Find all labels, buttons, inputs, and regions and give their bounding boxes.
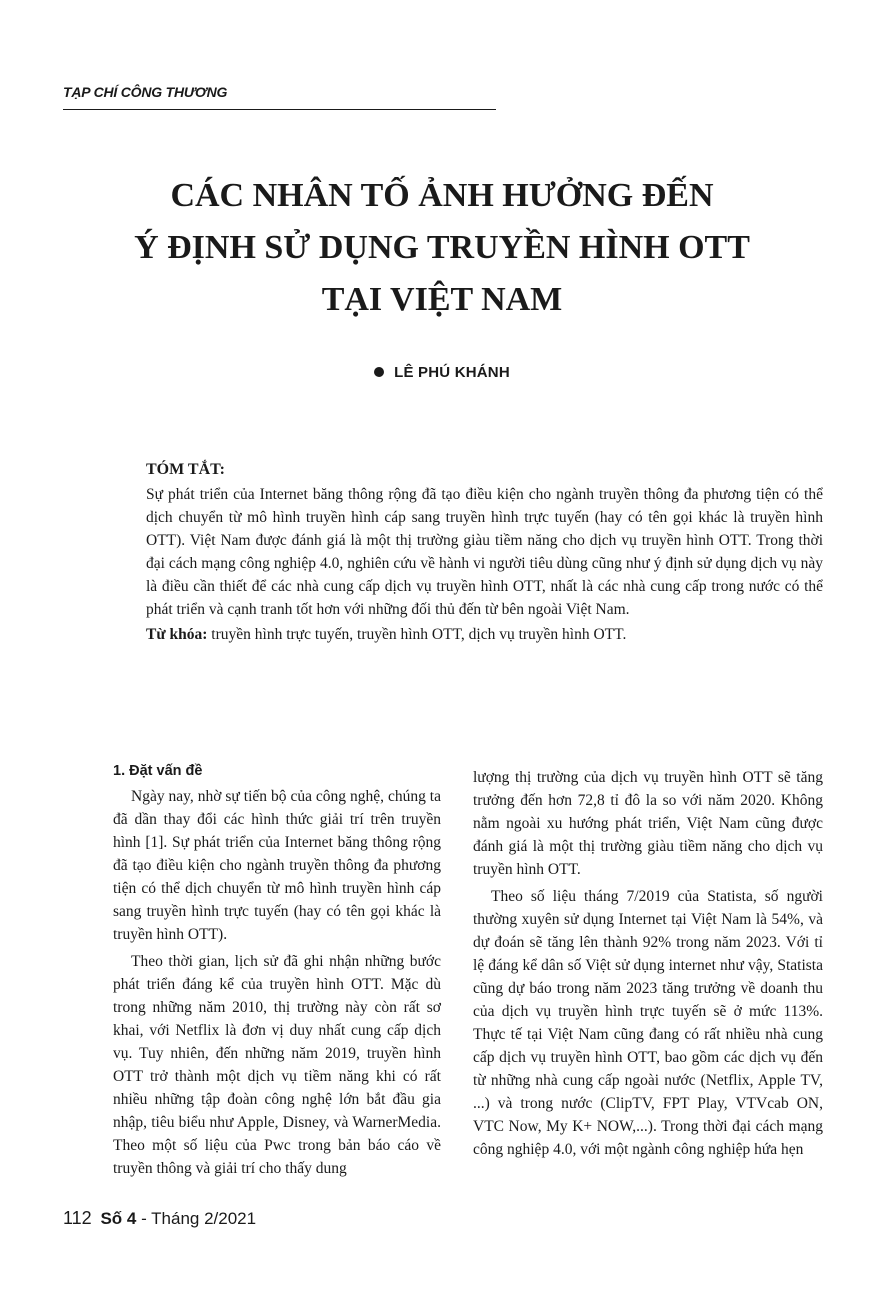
- title-line-3: TẠI VIỆT NAM: [321, 281, 563, 318]
- keywords-label: Từ khóa:: [146, 626, 208, 643]
- journal-name: TẠP CHÍ CÔNG THƯƠNG: [63, 84, 228, 100]
- body-column-right: [473, 766, 823, 1165]
- paragraph-continuation: lượng thị trường của dịch vụ truyền hình OTT sẽ tăng trưởng đến hơn 72,8 tỉ đô la so với năm 2020. Không nằm ngoài xu hướng phát triển, Việt Nam cũng được đánh giá là một thị trường giàu tiềm năng cho dịch vụ truyền hình OTT.: [473, 769, 823, 878]
- page-footer: [63, 1208, 256, 1229]
- page-number: 112: [63, 1208, 92, 1228]
- paragraph: Theo số liệu tháng 7/2019 của Statista, số người thường xuyên sử dụng Internet tại Việt Nam là 54%, và dự đoán sẽ tăng lên thành 92% trong năm 2023. Với tỉ lệ đáng kể dân số Việt sử dụng internet như vậy, Statista cũng dự báo trong năm 2023 tăng trưởng về doanh thu của dịch vụ truyền hình trực tuyến sẽ ở mức 113%. Thực tế tại Việt Nam cũng đang có rất nhiều nhà cung cấp dịch vụ truyền hình OTT, bao gồm các dịch vụ đến từ những nhà cung cấp ngoài nước (Netflix, Apple TV, ...) và trong nước (ClipTV, FPT Play, VTVcab ON, VTC Now, My K+ NOW,...). Trong thời đại cách mạng công nghiệp 4.0, với một ngành công nghiệp hứa hẹn: [473, 888, 823, 1158]
- section-heading: 1. Đặt vấn đề: [113, 763, 203, 779]
- title-line-1: CÁC NHÂN TỐ ẢNH HƯỞNG ĐẾN: [170, 177, 714, 214]
- issue-date: - Tháng 2/2021: [136, 1209, 257, 1228]
- paragraph: Theo thời gian, lịch sử đã ghi nhận những bước phát triển đáng kể của truyền hình OTT. Mặc dù trong những năm 2010, thị trường này còn rất sơ khai, với Netflix là đơn vị duy nhất cung cấp dịch vụ. Tuy nhiên, đến những năm 2019, truyền hình OTT trở thành một dịch vụ tiềm năng khi có rất nhiều những tập đoàn công nghệ lớn bắt đầu gia nhập, tiêu biểu như Apple, Disney, và WarnerMedia. Theo một số liệu của Pwc trong bản báo cáo về truyền thông và giải trí cho thấy dung: [113, 953, 441, 1177]
- keywords-text: truyền hình trực tuyến, truyền hình OTT, dịch vụ truyền hình OTT.: [207, 626, 627, 643]
- issue-number: Số 4: [100, 1209, 137, 1228]
- header-rule: [63, 109, 496, 110]
- bullet-icon: [374, 367, 384, 377]
- abstract-body: Sự phát triển của Internet băng thông rộng đã tạo điều kiện cho ngành truyền thông đa phương tiện có thể dịch chuyển từ mô hình truyền hình cáp sang truyền hình trực tuyến (hay có tên gọi khác là truyền hình OTT). Việt Nam được đánh giá là một thị trường giàu tiềm năng cho dịch vụ truyền hình OTT. Trong thời đại cách mạng công nghiệp 4.0, nghiên cứu về hành vi người tiêu dùng cũng như ý định sử dụng dịch vụ này là điều cần thiết để các nhà cung cấp dịch vụ truyền hình OTT, nhất là các nhà cung cấp trong nước có thể phát triển và cạnh tranh tốt hơn với những đối thủ đến từ bên ngoài Việt Nam.: [146, 486, 823, 618]
- article-title: [60, 170, 824, 326]
- author-name: LÊ PHÚ KHÁNH: [394, 364, 510, 381]
- title-line-2: Ý ĐỊNH SỬ DỤNG TRUYỀN HÌNH OTT: [134, 229, 750, 266]
- keywords-line: [146, 623, 823, 646]
- body-column-left: [113, 760, 441, 1184]
- author-line: [0, 364, 884, 381]
- abstract-heading: TÓM TẮT:: [146, 461, 225, 478]
- abstract-block: [146, 458, 823, 646]
- paragraph: Ngày nay, nhờ sự tiến bộ của công nghệ, chúng ta đã dần thay đổi các hình thức giải trí trên truyền hình [1]. Sự phát triển của Internet băng thông rộng đã tạo điều kiện cho ngành truyền thông đa phương tiện có thể dịch chuyển từ mô hình truyền hình cáp sang truyền hình trực tuyến (hay có tên gọi khác là truyền hình OTT).: [113, 788, 441, 943]
